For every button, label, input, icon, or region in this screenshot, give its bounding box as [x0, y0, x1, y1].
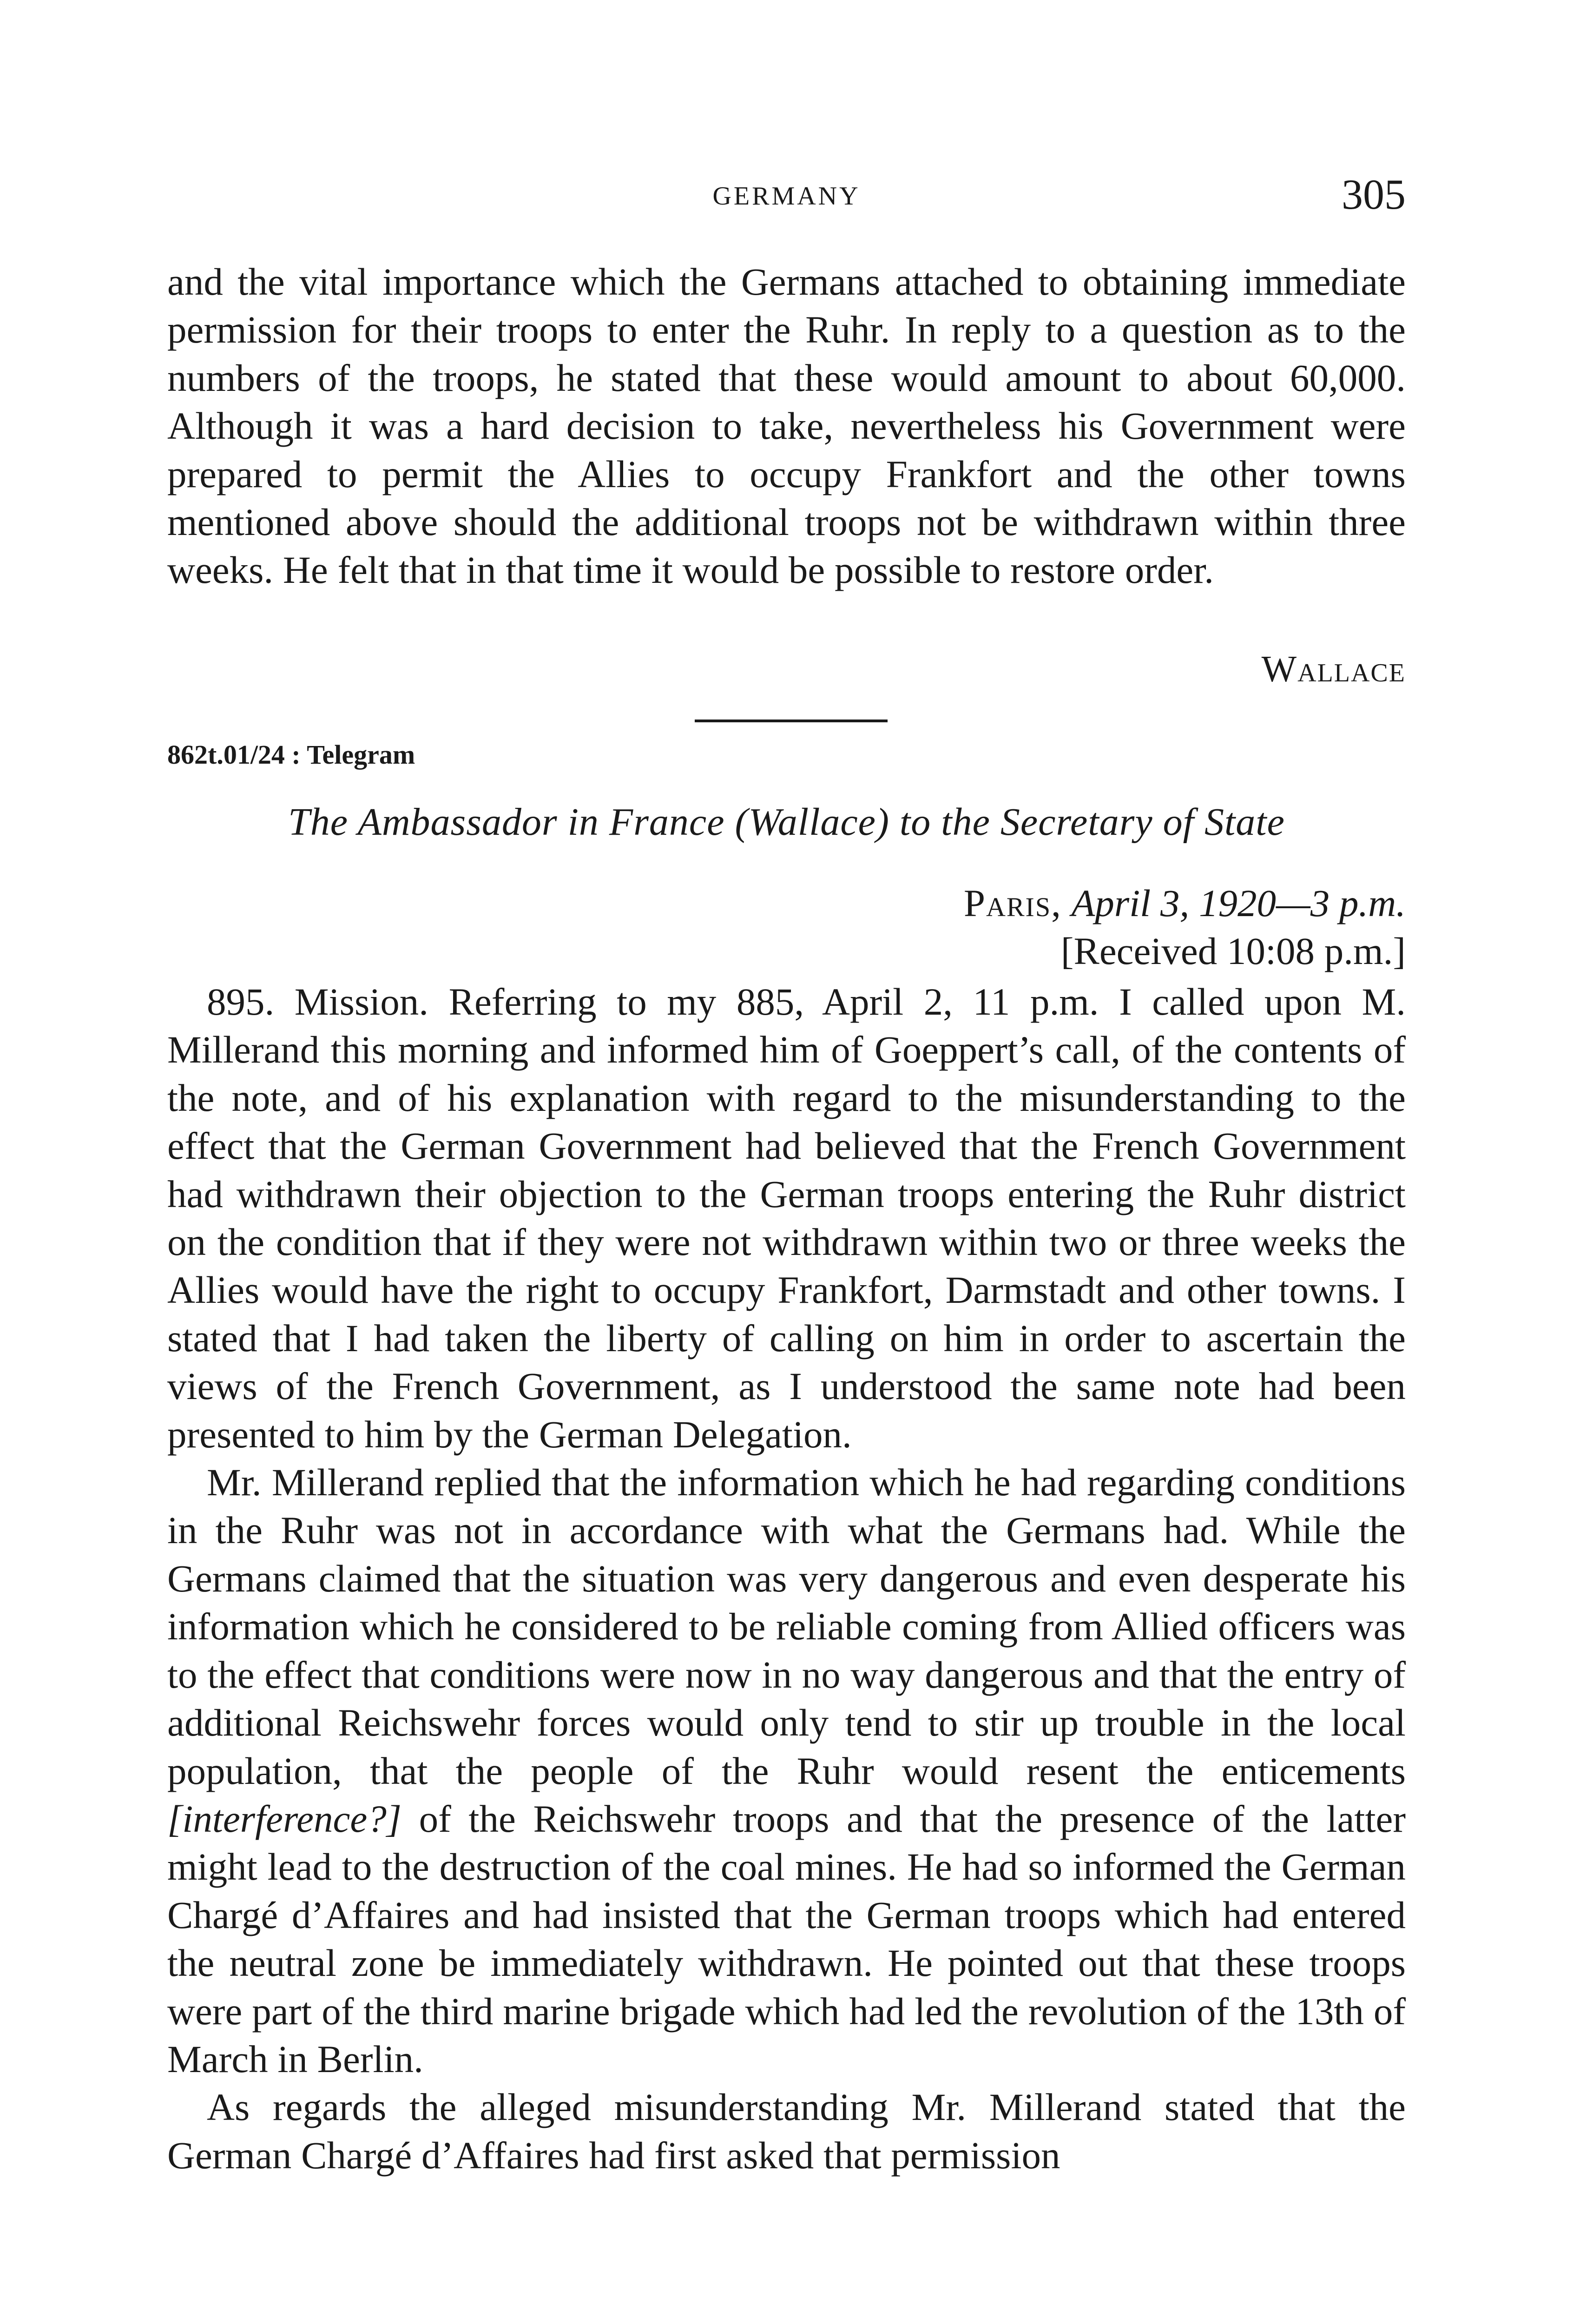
- file-reference: 862t.01/24 : Telegram: [167, 739, 415, 770]
- continuation-text: [167, 258, 1406, 594]
- running-head: GERMANY: [712, 182, 861, 211]
- dateline-place: Paris,: [963, 882, 1062, 924]
- body-paragraph-1: 895. Mission. Referring to my 885, April 2, 11 p.m. I called upon M. Millerand this morning and informed him of Goeppert’s call, of the contents of the note, and of his explanation with regard to the misunderstanding to the effect that the German Government had believed that the French Government had withdrawn their objection to the German troops entering the Ruhr district on the condition that if they were not withdrawn within two or three weeks the Allies would have the right to occupy Frankfort, Darmstadt and other towns. I stated that I had taken the liberty of calling on him in order to ascertain the views of the French Government, as I understood the same note had been presented to him by the German Delegation.: [167, 980, 1406, 1456]
- dateline: [964, 881, 1406, 925]
- signature: Wallace: [1261, 649, 1406, 690]
- body-paragraph-3: As regards the alleged misunderstanding Mr. Millerand stated that the German Chargé d’Affaires had first asked that permission: [167, 2086, 1406, 2177]
- continuation-paragraph: and the vital importance which the Germans attached to obtaining immediate permission for their troops to enter the Ruhr. In reply to a question as to the numbers of the troops, he stated that these would amount to about 60,000. Although it was a hard decision to take, nevertheless his Government were prepared to permit the Allies to occupy Frankfort and the other towns mentioned above should the additional troops not be withdrawn within three weeks. He felt that in that time it would be possible to restore order.: [167, 260, 1406, 592]
- paragraph-2-part-2: of the Reichswehr troops and that the presence of the latter might lead to the destruction of the coal mines. He had so informed the German Chargé d’Affaires and had insisted that the German troops which had entered the neutral zone be immediately withdrawn. He pointed out that these troops were part of the third marine brigade which had led the revolution of the 13th of March in Berlin.: [167, 1797, 1406, 2080]
- paragraph-2-part-1: Mr. Millerand replied that the information which he had regarding conditions in the Ruhr was not in accordance with what the Germans had. While the Germans claimed that the situation was very dangerous and even desperate his information which he considered to be reliable coming from Allied officers was to the effect that conditions were now in no way dangerous and that the entry of additional Reichswehr forces would only tend to stir up trouble in the local population, that the people of the Ruhr would resent the enticements: [167, 1461, 1406, 1792]
- page-number: 305: [1342, 171, 1406, 218]
- body-paragraph-2: [167, 1459, 1406, 2083]
- dateline-date: April 3, 1920—3 p.m.: [1071, 882, 1406, 924]
- section-divider: [695, 720, 888, 722]
- document-title: The Ambassador in France (Wallace) to the Secretary of State: [288, 800, 1285, 844]
- page-header: [167, 170, 1406, 225]
- received-note: [Received 10:08 p.m.]: [1060, 930, 1406, 972]
- telegram-body: [167, 978, 1406, 2179]
- editorial-insertion: [interference?]: [167, 1797, 401, 1840]
